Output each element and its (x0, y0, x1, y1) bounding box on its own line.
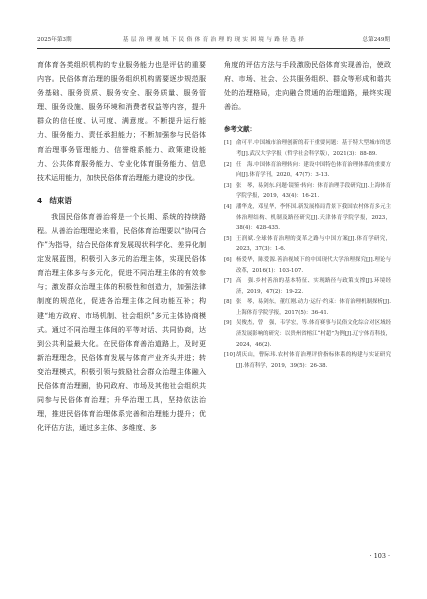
reference-text: 高 强.乡村善治的基本特征、实现路径与政策支撑[J].环境经济，2019，47(2)：19-22. (236, 278, 391, 295)
reference-text: 吴俊杰，曾 强，韦学宏，等.体育赛事与民俗文化综合对区域经济发展影响的研究：以贵州省榕江“村超”为例[J].辽宁体育科技，2024，46(2). (236, 320, 391, 348)
total-issue-label: 总第249期 (362, 37, 390, 43)
reference-number: [7] (224, 278, 232, 285)
reference-text: 俞可平.中国城市治理创新的若干重要问题：基于特大型城市的思考[J].武汉大学学报（哲学社会科学版），2021(3)：88-89. (236, 140, 391, 157)
running-title: 基 层 治 理 视 域 下 民 俗 体 育 治 理 的 现 实 困 境 与 路 径 选 择 (122, 37, 305, 43)
reference-item (224, 160, 391, 181)
reference-text: 张 琴，易剑东.问题·镜鉴·转向：体育治理手段研究[J].上海体育学院学报，2019，43(4)：16-21. (236, 182, 391, 200)
reference-number: [8] (224, 299, 232, 306)
right-column (224, 58, 391, 371)
reference-item (224, 234, 391, 255)
reference-list (224, 138, 391, 371)
reference-text: 任 海.中国体育治理转向：建设中国特色体育治理体系的重要方向[J].体育学刊，2020，47(7)：3-13. (236, 161, 391, 179)
issue-label: 2025年第3期 (37, 37, 72, 43)
reference-text: 潘华龙，邓星华，李怀国.新发展格局背景下我国农村体育多元主体治理结构、机制及路径研究[J].天津体育学院学报，2023，38(4)：428-435. (236, 203, 391, 232)
reference-number: [9] (224, 320, 232, 327)
reference-text: 张 琴，易剑东，董红刚.动力·运行·约束：体育治理机制探析[J].上海体育学院学报，2017(5)：36-41. (236, 299, 391, 316)
reference-number: [1] (224, 140, 232, 147)
reference-text: 胡庆山，曹际玮.农村体育治理评价指标体系的构建与实证研究[J].体育科学，2019，39(5)：26-38. (236, 352, 391, 369)
reference-item (224, 138, 391, 159)
section-heading: 4 结束语 (37, 195, 72, 205)
page-number: · 103 · (369, 552, 390, 560)
reference-number: [6] (224, 256, 232, 263)
reference-item (224, 297, 391, 318)
reference-number: [4] (224, 203, 232, 210)
reference-item (224, 318, 391, 350)
reference-item (224, 276, 391, 297)
reference-item (224, 202, 391, 234)
running-header (37, 34, 390, 49)
reference-text: 王润斌.全球体育治理的变革之路与中国方案[J].体育学研究，2023，37(3)：1-6. (236, 235, 391, 253)
reference-item (224, 350, 391, 371)
reference-number: [10] (224, 352, 236, 359)
reference-number: [5] (224, 235, 232, 242)
body-paragraph: 角度的评估方法与手段激励民俗体育实现善治，使政府、市场、社会、公共服务组织、群众等形成和谐共处的治理格局，走向融合贯通的治理道路，最终实现善治。 (224, 60, 391, 112)
reference-number: [2] (224, 161, 232, 168)
reference-item (224, 255, 391, 276)
reference-number: [3] (224, 182, 232, 189)
references-heading: 参考文献： (224, 125, 256, 134)
reference-text: 杨爱华，陈爱源.善治视域下的中国现代大学治理探究[J].理论与改革，2016(1)：103-107. (236, 256, 391, 274)
left-column (37, 58, 206, 435)
reference-item (224, 181, 391, 202)
body-paragraph: 育体育各类组织机构的专业服务能力也是评估的重要内容。民俗体育治理的服务组织机构需要逐步规范服务基础、服务资质、服务安全、服务质量、服务管理、服务设施、服务环境和消费者权益等内容，提升群众的信任度、认可度、满意度。不断提升运行能力、服务能力、责任承担能力；不断加强参与民俗体育治理事务管理能力、信誉维系能力、政策建设能力、公共体育服务能力、专业化体育服务能力、信息技术运用能力，加快民俗体育治理能力建设的步伐。 (37, 60, 206, 182)
body-paragraph: 我国民俗体育善治将是一个长期、系统的持续路程。从善治治理理论来看，民俗体育治理要以“协同合作”为指导，结合民俗体育发展现状科学化、差异化制定发展蓝图，积极引入多元的治理主体，实现民俗体育治理主体多与多元化，促进不同治理主体的有效参与；激发群众治理主体的积极性和创造力，加强法律制度的规范化，促进各治理主体之间功能互补；构建“地方政府、市场机制、社会组织”多元主体协商模式。通过不同治理主体间的平等对话、共同协商，达到公共利益最大化。在民俗体育善治道路上，及时更新治理理念，民俗体育发展与体育产业齐头并进；转变治理模式，积极引领与鼓励社会群众治理主体融入民俗体育治理圈，协同政府、市场及其他社会组织共同参与民俗体育治理；升华治理工具，坚持依法治理，推进民俗体育治理体系完善和治理能力提升；优化评估方法，通过多主体、多维度、多 (37, 211, 206, 433)
